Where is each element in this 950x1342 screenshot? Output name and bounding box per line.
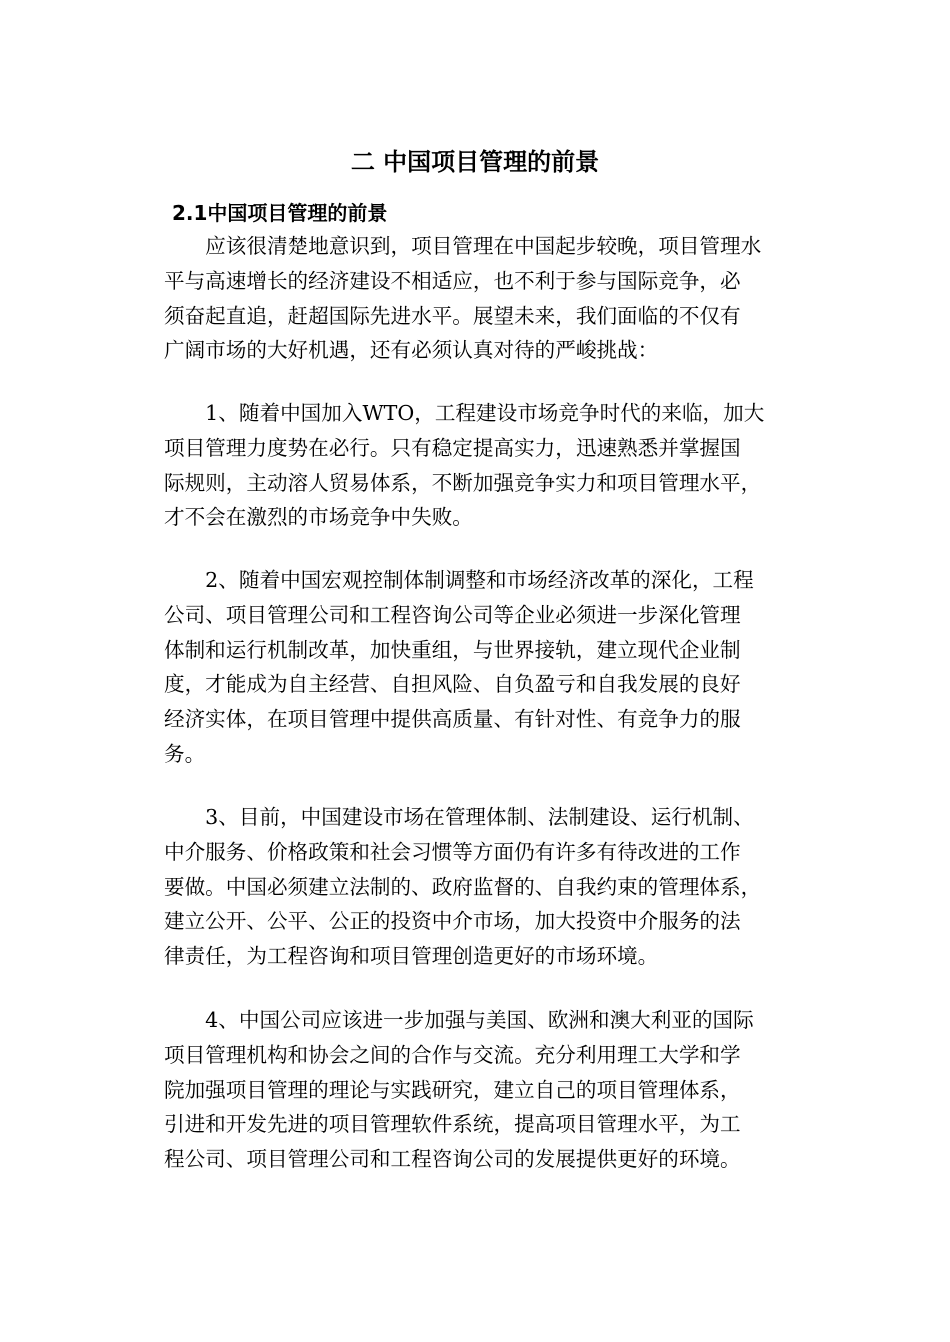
paragraph-line: 1、随着中国加入WTO，工程建设市场竞争时代的来临，加大	[164, 401, 765, 425]
paragraph-line: 建立公开、公平、公正的投资中介市场，加大投资中介服务的法	[164, 909, 741, 934]
paragraph-line: 公司、项目管理公司和工程咨询公司等企业必须进一步深化管理	[164, 602, 741, 627]
paragraph-point-3	[164, 800, 784, 974]
paragraph-line: 度，才能成为自主经营、自担风险、自负盈亏和自我发展的良好	[164, 672, 741, 697]
document-title: 二 中国项目管理的前景	[350, 148, 600, 176]
paragraph-line: 须奋起直追，赶超国际先进水平。展望未来，我们面临的不仅有	[164, 303, 741, 328]
paragraph-point-2	[164, 563, 784, 772]
paragraph-line: 才不会在激烈的市场竞争中失败。	[164, 505, 473, 530]
paragraph-line: 引进和开发先进的项目管理软件系统，提高项目管理水平，为工	[164, 1112, 741, 1137]
paragraph-point-1	[164, 396, 784, 535]
paragraph-line: 际规则，主动溶人贸易体系，不断加强竞争实力和项目管理水平，	[164, 470, 762, 495]
paragraph-line: 院加强项目管理的理论与实践研究，建立自己的项目管理体系，	[164, 1077, 741, 1102]
paragraph-line: 3、目前，中国建设市场在管理体制、法制建设、运行机制、	[164, 805, 754, 829]
paragraph-line: 律责任，为工程咨询和项目管理创造更好的市场环境。	[164, 944, 659, 969]
paragraph-line: 广阔市场的大好机遇，还有必须认真对待的严峻挑战：	[164, 338, 659, 363]
paragraph-line: 平与高速增长的经济建设不相适应，也不利于参与国际竞争，必	[164, 268, 741, 293]
paragraph-line: 务。	[164, 741, 206, 766]
paragraph-line: 经济实体，在项目管理中提供高质量、有针对性、有竞争力的服	[164, 707, 741, 732]
paragraph-line: 程公司、项目管理公司和工程咨询公司的发展提供更好的环境。	[164, 1147, 741, 1172]
paragraph-intro	[164, 229, 784, 368]
paragraph-line: 项目管理机构和协会之间的合作与交流。充分利用理工大学和学	[164, 1042, 741, 1067]
paragraph-line: 2、随着中国宏观控制体制调整和市场经济改革的深化，工程	[164, 568, 754, 592]
section-heading: 2.1中国项目管理的前景	[172, 201, 388, 225]
paragraph-line: 体制和运行机制改革，加快重组，与世界接轨，建立现代企业制	[164, 637, 741, 662]
paragraph-line: 应该很清楚地意识到，项目管理在中国起步较晚，项目管理水	[164, 234, 762, 258]
paragraph-line: 项目管理力度势在必行。只有稳定提高实力，迅速熟悉并掌握国	[164, 435, 741, 460]
paragraph-point-4	[164, 1003, 784, 1177]
paragraph-line: 要做。中国必须建立法制的、政府监督的、自我约束的管理体系，	[164, 874, 762, 899]
paragraph-line: 中介服务、价格政策和社会习惯等方面仍有许多有待改进的工作	[164, 839, 741, 864]
paragraph-line: 4、中国公司应该进一步加强与美国、欧洲和澳大利亚的国际	[164, 1008, 754, 1032]
